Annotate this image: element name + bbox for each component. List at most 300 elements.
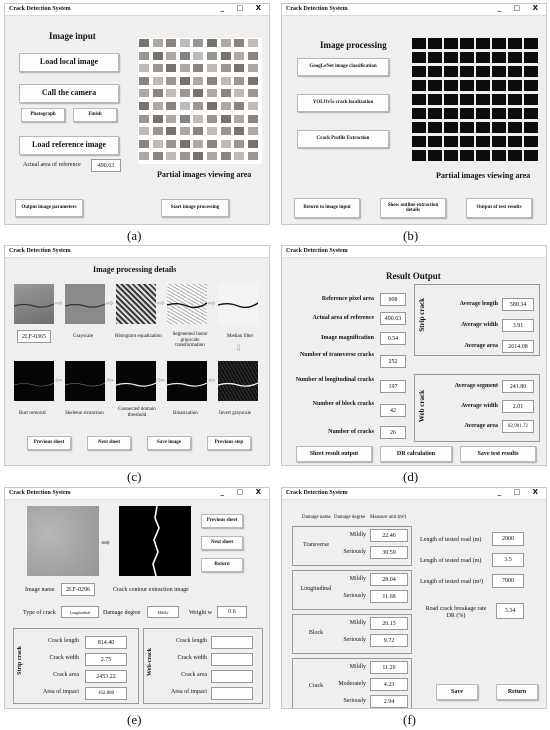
- thumbnail-image[interactable]: [444, 66, 458, 77]
- thumbnail-image[interactable]: [179, 114, 191, 124]
- thumbnail-image[interactable]: [492, 150, 506, 161]
- web-value-field[interactable]: [211, 636, 253, 649]
- thumbnail-image[interactable]: [138, 114, 150, 124]
- thumbnail-image[interactable]: [508, 80, 522, 91]
- output-test-results-button[interactable]: Output of test results: [466, 198, 532, 218]
- damage-degree-label: Damage degree: [103, 610, 141, 616]
- thumbnail-image[interactable]: [138, 88, 150, 98]
- road-width-field[interactable]: 3.5: [492, 553, 524, 567]
- previous-step-button[interactable]: Previous step: [207, 436, 251, 450]
- window-controls[interactable]: _ □ X: [497, 488, 543, 496]
- thumbnail-image[interactable]: [220, 63, 232, 73]
- thumbnail-image[interactable]: [179, 76, 191, 86]
- image-name-field[interactable]: 2LF-0296: [61, 583, 95, 596]
- thumbnail-image[interactable]: [152, 114, 164, 124]
- thumbnail-image[interactable]: [220, 151, 232, 161]
- thumbnail-image[interactable]: [233, 114, 245, 124]
- next-sheet-button[interactable]: Next sheet: [87, 436, 131, 450]
- thumbnail-image[interactable]: [247, 126, 259, 136]
- thumbnail-image[interactable]: [192, 88, 204, 98]
- thumbnail-image[interactable]: [138, 76, 150, 86]
- result-value-field[interactable]: 0.54: [380, 332, 406, 345]
- thumbnail-image[interactable]: [206, 114, 218, 124]
- thumbnail-image[interactable]: [476, 108, 490, 119]
- strip-value-field[interactable]: 2453.22: [85, 670, 127, 683]
- thumbnail-image[interactable]: [476, 136, 490, 147]
- result-value-field[interactable]: 26: [380, 426, 406, 439]
- median-filter-image: [218, 284, 258, 324]
- thumbnail-image[interactable]: [152, 51, 164, 61]
- thumbnail-image[interactable]: [179, 139, 191, 149]
- result-value-field[interactable]: 252: [380, 355, 406, 368]
- thumbnail-image[interactable]: [152, 38, 164, 48]
- thumbnail-image[interactable]: [138, 38, 150, 48]
- thumbnail-image[interactable]: [138, 126, 150, 136]
- damage-value-field[interactable]: 20.15: [370, 617, 408, 630]
- title-bar: Crack Detection System _ □ X: [282, 488, 546, 500]
- thumbnail-image[interactable]: [192, 139, 204, 149]
- window-controls[interactable]: _ □ X: [497, 4, 543, 12]
- header-measure-unit: Measure unit (m²): [370, 515, 407, 520]
- thumbnail-image[interactable]: [476, 38, 490, 49]
- thumbnail-image[interactable]: [444, 122, 458, 133]
- thumbnail-image[interactable]: [428, 52, 442, 63]
- panel-heading: Result Output: [386, 271, 441, 281]
- reference-area-label: Actual area of reference: [23, 162, 81, 168]
- thumbnail-image[interactable]: [233, 51, 245, 61]
- invert-grayscale-image: [218, 361, 258, 401]
- thumbnail-image[interactable]: [152, 139, 164, 149]
- thumbnail-image[interactable]: [165, 139, 177, 149]
- thumbnail-image[interactable]: [524, 38, 538, 49]
- thumbnail-image[interactable]: [206, 151, 218, 161]
- thumbnail-image[interactable]: [492, 38, 506, 49]
- step-label: Binarization: [173, 411, 198, 416]
- damage-degree-label: Seriously: [343, 593, 366, 599]
- damage-value-field[interactable]: 28.04: [370, 573, 408, 586]
- thumbnail-image[interactable]: [192, 101, 204, 111]
- thumbnail-image[interactable]: [165, 88, 177, 98]
- thumbnail-image[interactable]: [524, 94, 538, 105]
- thumbnail-image[interactable]: [412, 150, 426, 161]
- strip-value-label: Area of impact: [43, 689, 79, 695]
- result-label: Reference pixel area: [321, 296, 374, 302]
- thumbnail-image[interactable]: [138, 51, 150, 61]
- strip-value-field[interactable]: 814.40: [85, 636, 127, 649]
- strip-value-label: Crack length: [48, 638, 79, 644]
- return-button[interactable]: Return: [201, 558, 243, 572]
- thumbnail-image[interactable]: [524, 80, 538, 91]
- thumbnail-image[interactable]: [220, 139, 232, 149]
- thumbnail-image[interactable]: [165, 101, 177, 111]
- thumbnail-image[interactable]: [524, 66, 538, 77]
- panel-c-processing-details-window: [4, 245, 270, 466]
- thumbnail-image[interactable]: [492, 66, 506, 77]
- thumbnail-image[interactable]: [492, 108, 506, 119]
- thumbnail-image[interactable]: [152, 88, 164, 98]
- crack-type-label: Type of crack: [23, 610, 56, 616]
- contour-caption: Crack contour extraction image: [113, 587, 189, 593]
- panel-e-crack-detail-window: [4, 487, 270, 709]
- strip-stat-field[interactable]: 3.91: [502, 319, 534, 332]
- web-value-field[interactable]: [211, 687, 253, 700]
- thumbnail-image[interactable]: [165, 126, 177, 136]
- web-stat-field[interactable]: 241.80: [502, 380, 534, 393]
- damage-value-field[interactable]: 11.26: [370, 661, 408, 674]
- thumbnail-image[interactable]: [460, 150, 474, 161]
- thumbnail-image[interactable]: [492, 122, 506, 133]
- thumbnail-image[interactable]: [428, 66, 442, 77]
- thumbnail-image[interactable]: [508, 38, 522, 49]
- result-label: Image magnification: [321, 335, 374, 341]
- thumbnail-image[interactable]: [138, 151, 150, 161]
- thumbnail-image[interactable]: [412, 108, 426, 119]
- call-camera-button[interactable]: Call the camera: [19, 84, 119, 103]
- save-test-results-button[interactable]: Save test results: [460, 446, 536, 462]
- thumbnail-image[interactable]: [152, 63, 164, 73]
- thumbnail-image[interactable]: [247, 88, 259, 98]
- next-sheet-button[interactable]: Next sheet: [201, 536, 243, 550]
- thumbnail-image[interactable]: [508, 52, 522, 63]
- thumbnail-image[interactable]: [460, 108, 474, 119]
- pavement-image: [27, 506, 99, 576]
- panel-heading: Image processing: [320, 40, 387, 50]
- thumbnail-image[interactable]: [460, 52, 474, 63]
- crack-contour-image: [119, 506, 191, 576]
- thumbnail-image[interactable]: [247, 38, 259, 48]
- weight-label: Weight w: [189, 610, 213, 616]
- thumbnail-image[interactable]: [412, 52, 426, 63]
- thumbnail-image[interactable]: [247, 63, 259, 73]
- thumbnail-image[interactable]: [428, 136, 442, 147]
- panel-heading: Image input: [49, 31, 96, 41]
- title-bar: Crack Detection System: [5, 246, 269, 258]
- thumbnail-image[interactable]: [152, 126, 164, 136]
- save-button[interactable]: Save: [436, 684, 478, 700]
- thumbnail-image[interactable]: [179, 51, 191, 61]
- damage-degree-label: Seriously: [343, 637, 366, 643]
- thumbnail-image[interactable]: [192, 126, 204, 136]
- thumbnail-image[interactable]: [428, 108, 442, 119]
- thumbnail-image[interactable]: [476, 66, 490, 77]
- thumbnail-image[interactable]: [165, 38, 177, 48]
- thumbnail-image[interactable]: [138, 139, 150, 149]
- previous-sheet-button[interactable]: Previous sheet: [201, 514, 243, 528]
- thumbnail-image[interactable]: [206, 101, 218, 111]
- return-to-image-input-button[interactable]: Return to image input: [294, 198, 360, 218]
- return-button[interactable]: Return: [496, 684, 538, 700]
- finish-button[interactable]: Finish: [73, 108, 117, 122]
- thumbnail-image[interactable]: [247, 139, 259, 149]
- arrow-icon: ⇨: [208, 299, 216, 309]
- thumbnail-image[interactable]: [138, 101, 150, 111]
- arrow-left-icon: ⇦: [208, 376, 216, 386]
- thumbnail-image[interactable]: [192, 76, 204, 86]
- thumbnail-image[interactable]: [165, 76, 177, 86]
- thumbnail-image[interactable]: [192, 114, 204, 124]
- segmented-transformation-image: [167, 284, 207, 324]
- thumbnail-image[interactable]: [233, 76, 245, 86]
- header-damage-degree: Damage degree: [334, 515, 366, 520]
- thumbnail-image[interactable]: [220, 51, 232, 61]
- header-damage-name: Damage name: [302, 515, 331, 520]
- thumbnail-image[interactable]: [428, 122, 442, 133]
- thumbnail-image[interactable]: [220, 88, 232, 98]
- arrow-right-icon: ➡: [101, 536, 111, 549]
- arrow-icon: ⇨: [55, 299, 63, 309]
- original-image: [14, 284, 54, 324]
- thumbnail-image[interactable]: [492, 80, 506, 91]
- step-label: Skeleton extraction: [65, 411, 104, 416]
- step-label: Histogram equalization: [115, 334, 162, 339]
- thumbnail-image[interactable]: [138, 63, 150, 73]
- step-label: Grayscale: [73, 334, 93, 339]
- thumbnail-image[interactable]: [206, 88, 218, 98]
- thumbnail-image[interactable]: [412, 38, 426, 49]
- thumbnail-image[interactable]: [206, 139, 218, 149]
- yolo-crack-localization-button[interactable]: YOLOv5s crack localization: [297, 94, 389, 112]
- strip-stat-field[interactable]: 2614.08: [502, 340, 534, 353]
- damage-value-field[interactable]: 11.68: [370, 590, 408, 603]
- thumbnail-image[interactable]: [220, 126, 232, 136]
- damage-value-field[interactable]: 2.94: [370, 695, 408, 708]
- web-stat-field[interactable]: 2.01: [502, 400, 534, 413]
- crack-type-field[interactable]: Longitudinal: [61, 606, 99, 618]
- thumbnail-image[interactable]: [444, 80, 458, 91]
- thumbnail-image[interactable]: [412, 122, 426, 133]
- thumbnail-image[interactable]: [508, 136, 522, 147]
- damage-value-field[interactable]: 30.59: [370, 546, 408, 559]
- thumbnail-image[interactable]: [179, 101, 191, 111]
- thumbnail-image[interactable]: [524, 122, 538, 133]
- road-width-label: Length of tested road (m): [420, 558, 482, 564]
- web-value-field[interactable]: [211, 653, 253, 666]
- thumbnail-image[interactable]: [508, 150, 522, 161]
- thumbnail-image[interactable]: [444, 52, 458, 63]
- damage-name-label: Longitudinal: [300, 586, 332, 592]
- strip-crack-label: Strip crack: [418, 298, 426, 332]
- thumbnail-image[interactable]: [192, 151, 204, 161]
- damage-degree-label: Seriously: [343, 698, 366, 704]
- image-id-field[interactable]: 2LF-0365: [17, 330, 51, 343]
- thumbnail-image[interactable]: [179, 88, 191, 98]
- dr-calculation-button[interactable]: DR calculation: [380, 446, 452, 462]
- thumbnail-image[interactable]: [428, 150, 442, 161]
- thumbnail-image[interactable]: [206, 76, 218, 86]
- thumbnail-image[interactable]: [206, 38, 218, 48]
- thumbnail-image[interactable]: [444, 150, 458, 161]
- thumbnail-image[interactable]: [412, 136, 426, 147]
- thumbnail-image[interactable]: [179, 126, 191, 136]
- step-label: Median filter: [227, 334, 254, 339]
- thumbnail-image[interactable]: [179, 63, 191, 73]
- thumbnail-image[interactable]: [412, 94, 426, 105]
- thumbnail-image[interactable]: [206, 126, 218, 136]
- web-value-field[interactable]: [211, 670, 253, 683]
- damage-degree-label: Mildly: [349, 664, 366, 670]
- thumbnail-image[interactable]: [233, 151, 245, 161]
- thumbnail-image[interactable]: [233, 101, 245, 111]
- thumbnail-image[interactable]: [476, 122, 490, 133]
- thumbnail-image[interactable]: [428, 94, 442, 105]
- thumbnail-image[interactable]: [247, 51, 259, 61]
- damage-degree-label: Moderately: [338, 681, 366, 687]
- weight-field[interactable]: 0.6: [217, 606, 247, 618]
- thumbnail-image[interactable]: [428, 80, 442, 91]
- viewing-area-caption: Partial images viewing area: [157, 170, 252, 179]
- thumbnail-image[interactable]: [220, 38, 232, 48]
- thumbnail-image[interactable]: [508, 122, 522, 133]
- dr-label: Road crack breakage rate DR (%): [425, 606, 487, 620]
- arrow-left-icon: ⇦: [55, 376, 63, 386]
- strip-value-field[interactable]: 2.75: [85, 653, 127, 666]
- arrow-icon: ⇨: [106, 299, 114, 309]
- title-bar: Crack Detection System _ □ X: [282, 4, 546, 16]
- thumbnail-image[interactable]: [460, 66, 474, 77]
- arrow-left-icon: ⇦: [106, 376, 114, 386]
- damage-degree-label: Seriously: [343, 549, 366, 555]
- save-image-button[interactable]: Save image: [147, 436, 191, 450]
- damage-name-label: Transverse: [302, 542, 330, 548]
- thumbnail-image[interactable]: [192, 51, 204, 61]
- panel-heading: Image processing details: [93, 265, 177, 274]
- thumbnail-image[interactable]: [192, 38, 204, 48]
- thumbnail-image[interactable]: [476, 80, 490, 91]
- thumbnail-image[interactable]: [220, 76, 232, 86]
- googlenet-classification-button[interactable]: GoogLeNet image classification: [297, 58, 389, 76]
- web-crack-label: Web crack: [418, 390, 426, 423]
- crack-profile-extraction-button[interactable]: Crack Profile Extraction: [297, 130, 389, 148]
- thumbnail-image[interactable]: [206, 51, 218, 61]
- thumbnail-image[interactable]: [152, 101, 164, 111]
- thumbnail-image[interactable]: [152, 151, 164, 161]
- thumbnail-image[interactable]: [508, 108, 522, 119]
- panel-f-damage-rate-window: [281, 487, 547, 709]
- damage-value-field[interactable]: 22.46: [370, 529, 408, 542]
- strip-stat-field[interactable]: 580.34: [502, 298, 534, 311]
- previous-sheet-button[interactable]: Previous sheet: [27, 436, 71, 450]
- panel-a-image-input-window: [4, 3, 270, 225]
- window-controls[interactable]: _ □ X: [220, 488, 266, 496]
- result-value-field[interactable]: 42: [380, 404, 406, 417]
- load-local-image-button[interactable]: Load local image: [19, 53, 119, 72]
- output-image-parameters-button[interactable]: Output image parameters: [15, 199, 83, 217]
- thumbnail-image[interactable]: [524, 136, 538, 147]
- thumbnail-grid: [138, 38, 262, 164]
- thumbnail-image[interactable]: [247, 101, 259, 111]
- thumbnail-image[interactable]: [460, 80, 474, 91]
- damage-value-field[interactable]: 4.23: [370, 678, 408, 691]
- thumbnail-image[interactable]: [444, 108, 458, 119]
- arrow-down-icon: ⇩: [235, 344, 243, 354]
- thumbnail-image[interactable]: [524, 52, 538, 63]
- thumbnail-image[interactable]: [412, 66, 426, 77]
- start-image-processing-button[interactable]: Start image processing: [161, 199, 229, 217]
- thumbnail-image[interactable]: [460, 94, 474, 105]
- result-value-field[interactable]: 908: [380, 293, 406, 306]
- thumbnail-image[interactable]: [428, 38, 442, 49]
- photograph-button[interactable]: Photograph: [21, 108, 65, 122]
- thumbnail-image[interactable]: [412, 80, 426, 91]
- title-bar: Crack Detection System _ □ X: [5, 488, 269, 500]
- sheet-result-output-button[interactable]: Sheet result output: [296, 446, 372, 462]
- caption-c: (c): [127, 469, 142, 484]
- show-outline-extraction-button[interactable]: Show outline extraction details: [380, 198, 446, 218]
- thumbnail-image[interactable]: [220, 101, 232, 111]
- thumbnail-image[interactable]: [524, 150, 538, 161]
- thumbnail-image[interactable]: [192, 63, 204, 73]
- strip-value-field[interactable]: 162.880: [85, 687, 127, 700]
- thumbnail-image[interactable]: [206, 63, 218, 73]
- result-value-field[interactable]: 490.63: [380, 312, 406, 325]
- thumbnail-image[interactable]: [165, 114, 177, 124]
- thumbnail-image[interactable]: [524, 108, 538, 119]
- web-stat-field[interactable]: 82,901.72: [502, 420, 534, 433]
- histogram-equalization-image: [116, 284, 156, 324]
- thumbnail-image[interactable]: [152, 76, 164, 86]
- result-label: Number of block cracks: [312, 401, 374, 407]
- thumbnail-image[interactable]: [508, 66, 522, 77]
- thumbnail-image[interactable]: [233, 38, 245, 48]
- thumbnail-image[interactable]: [476, 94, 490, 105]
- thumbnail-image[interactable]: [460, 38, 474, 49]
- thumbnail-image[interactable]: [179, 38, 191, 48]
- result-value-field[interactable]: 197: [380, 380, 406, 393]
- web-value-label: Crack length: [176, 638, 207, 644]
- thumbnail-image[interactable]: [460, 122, 474, 133]
- panel-b-image-processing-window: [281, 3, 547, 225]
- thumbnail-image[interactable]: [165, 63, 177, 73]
- road-area-field[interactable]: 7000: [492, 574, 524, 588]
- thumbnail-image[interactable]: [492, 136, 506, 147]
- image-name-label: Image name: [25, 587, 55, 593]
- thumbnail-image[interactable]: [165, 151, 177, 161]
- thumbnail-image[interactable]: [492, 94, 506, 105]
- thumbnail-image[interactable]: [247, 151, 259, 161]
- thumbnail-image[interactable]: [233, 139, 245, 149]
- thumbnail-image[interactable]: [460, 136, 474, 147]
- thumbnail-image[interactable]: [247, 114, 259, 124]
- thumbnail-image[interactable]: [247, 76, 259, 86]
- dr-field[interactable]: 3.34: [496, 603, 524, 619]
- strip-stat-label: Average width: [460, 322, 498, 328]
- thumbnail-image[interactable]: [476, 150, 490, 161]
- binarization-image: [167, 361, 207, 401]
- step-label: Connected domain threshold: [118, 407, 156, 418]
- thumbnail-image[interactable]: [233, 63, 245, 73]
- title-bar: Crack Detection System: [282, 246, 546, 258]
- thumbnail-image[interactable]: [508, 94, 522, 105]
- road-length-field[interactable]: 2000: [492, 532, 524, 546]
- thumbnail-image[interactable]: [476, 52, 490, 63]
- window-controls[interactable]: _ □ X: [220, 4, 266, 12]
- thumbnail-image[interactable]: [233, 126, 245, 136]
- thumbnail-image[interactable]: [444, 136, 458, 147]
- thumbnail-image[interactable]: [492, 52, 506, 63]
- damage-degree-field[interactable]: Mildly: [147, 606, 179, 618]
- thumbnail-image[interactable]: [165, 51, 177, 61]
- road-area-label: Length of tested road (m²): [420, 579, 484, 585]
- damage-value-field[interactable]: 9.72: [370, 634, 408, 647]
- load-reference-image-button[interactable]: Load reference image: [19, 136, 119, 155]
- thumbnail-image[interactable]: [220, 114, 232, 124]
- reference-area-field[interactable]: 490.63: [91, 159, 121, 172]
- thumbnail-image[interactable]: [444, 94, 458, 105]
- thumbnail-image[interactable]: [233, 88, 245, 98]
- step-label: Burr removal: [19, 411, 46, 416]
- thumbnail-image[interactable]: [179, 151, 191, 161]
- thumbnail-image[interactable]: [444, 38, 458, 49]
